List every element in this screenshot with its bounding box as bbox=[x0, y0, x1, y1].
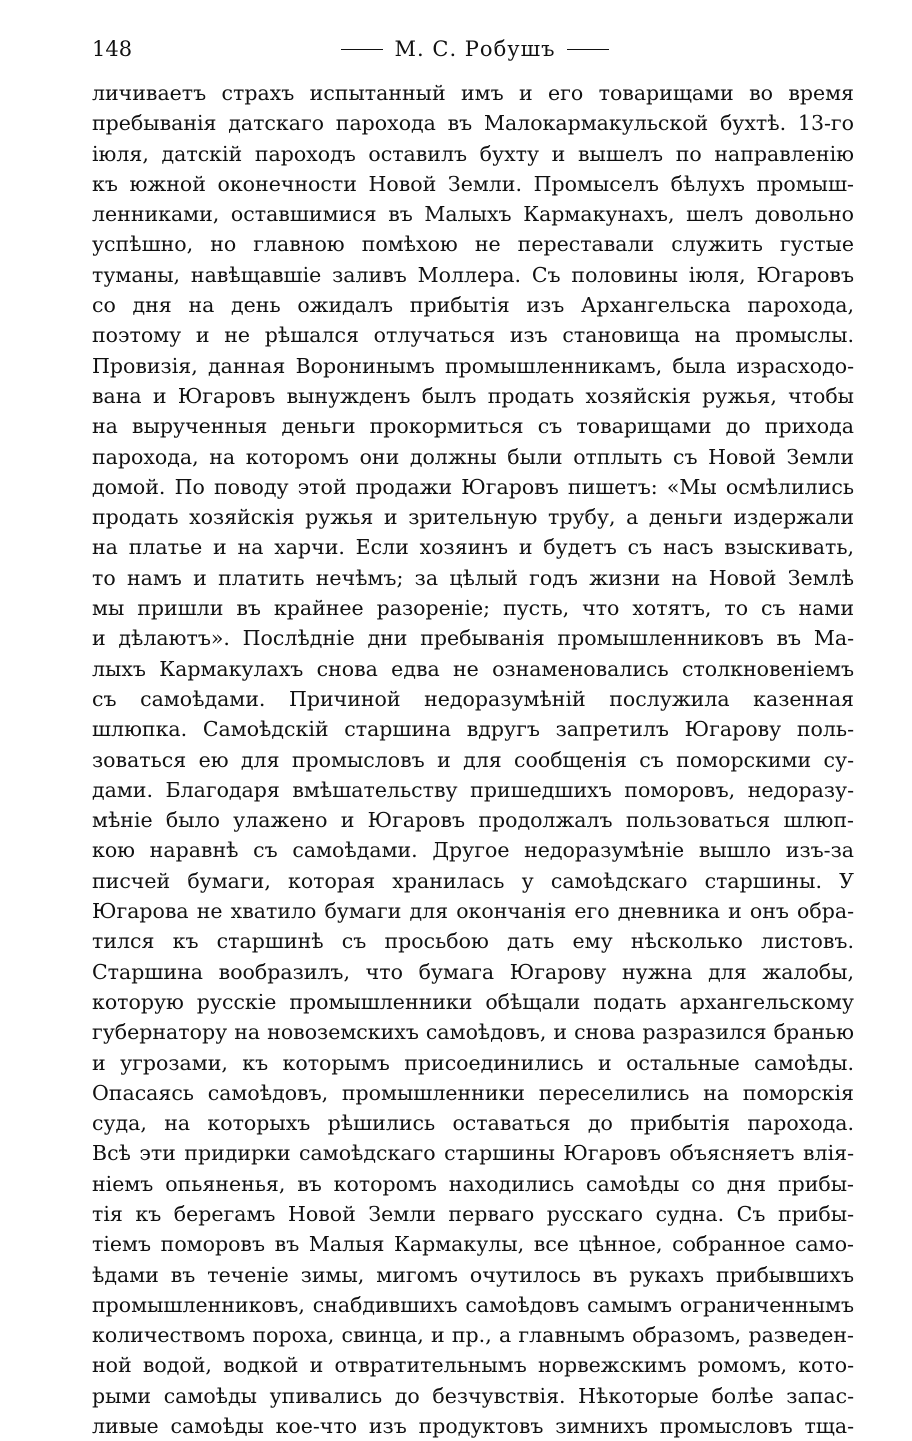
text-line: ленниками, оставшимися въ Малыхъ Кармакунахъ, шелъ довольно bbox=[92, 202, 854, 227]
text-line: ѣдами въ теченіе зимы, мигомъ очутилось въ рукахъ прибывшихъ bbox=[92, 1262, 854, 1287]
text-line: пребыванія датскаго парохода въ Малокармакульской бухтѣ. 13-го bbox=[92, 111, 854, 136]
text-line: шлюпка. Самоѣдскій старшина вдругъ запретилъ Югарову поль- bbox=[92, 717, 854, 742]
text-line: тился къ старшинѣ съ просьбою дать ему нѣсколько листовъ. bbox=[92, 929, 854, 954]
text-line: Опасаясь самоѣдовъ, промышленники переселились на поморскія bbox=[92, 1080, 854, 1105]
text-line: іюля, датскій пароходъ оставилъ бухту и вышелъ по направленію bbox=[92, 141, 854, 166]
text-line: лыхъ Кармакулахъ снова едва не ознаменовались столкновеніемъ bbox=[92, 656, 854, 681]
text-line: Провизія, данная Воронинымъ промышленникамъ, была израсходо- bbox=[92, 353, 854, 378]
text-line: губернатору на новоземскихъ самоѣдовъ, и снова разразился бранью bbox=[92, 1020, 854, 1045]
text-line: поэтому и не рѣшался отлучаться изъ становища на промыслы. bbox=[92, 323, 854, 348]
text-line: тія къ берегамъ Новой Земли перваго русскаго судна. Съ прибы- bbox=[92, 1201, 854, 1226]
text-line: на вырученныя деньги прокормиться съ товарищами до прихода bbox=[92, 414, 854, 439]
text-line: и дѣлаютъ». Послѣдніе дни пребыванія промышленниковъ въ Ма- bbox=[92, 626, 854, 651]
text-line: съ самоѣдами. Причиной недоразумѣній послужила казенная bbox=[92, 686, 854, 711]
body-text bbox=[92, 78, 854, 1441]
running-head bbox=[330, 36, 620, 62]
text-line: мѣніе было улажено и Югаровъ продолжалъ пользоваться шлюп- bbox=[92, 808, 854, 833]
text-line: успѣшно, но главною помѣхою не переставали служить густые bbox=[92, 232, 854, 257]
text-line: суда, на которыхъ рѣшились оставаться до прибытія парохода. bbox=[92, 1111, 854, 1136]
running-head-rule-right bbox=[567, 49, 609, 50]
text-line: ливые самоѣды кое-что изъ продуктовъ зимнихъ промысловъ тща- bbox=[92, 1414, 854, 1439]
text-line: на платье и на харчи. Если хозяинъ и будетъ съ насъ взыскивать, bbox=[92, 535, 854, 560]
running-head-title: М. С. Робушъ bbox=[394, 37, 556, 61]
text-line: количествомъ пороха, свинца, и пр., а главнымъ образомъ, разведен- bbox=[92, 1323, 854, 1348]
text-line: къ южной оконечности Новой Земли. Промыселъ бѣлухъ промыш- bbox=[92, 171, 854, 196]
text-line: промышленниковъ, снабдившихъ самоѣдовъ самымъ ограниченнымъ bbox=[92, 1292, 854, 1317]
text-line: домой. По поводу этой продажи Югаровъ пишетъ: «Мы осмѣлились bbox=[92, 474, 854, 499]
text-line: вана и Югаровъ вынужденъ былъ продать хозяйскія ружья, чтобы bbox=[92, 383, 854, 408]
text-line: которую русскіе промышленники обѣщали подать архангельскому bbox=[92, 989, 854, 1014]
text-line: Всѣ эти придирки самоѣдскаго старшины Югаровъ объясняетъ влія- bbox=[92, 1141, 854, 1166]
text-line: рыми самоѣды упивались до безчувствія. Нѣкоторые болѣе запас- bbox=[92, 1383, 854, 1408]
text-line: тіемъ поморовъ въ Малыя Кармакулы, все цѣнное, собранное само- bbox=[92, 1232, 854, 1257]
text-line: Старшина вообразилъ, что бумага Югарову нужна для жалобы, bbox=[92, 959, 854, 984]
text-line: ной водой, водкой и отвратительнымъ норвежскимъ ромомъ, кото- bbox=[92, 1353, 854, 1378]
text-line: туманы, навѣщавшіе заливъ Моллера. Съ половины іюля, Югаровъ bbox=[92, 262, 854, 287]
text-line: личиваетъ страхъ испытанный имъ и его товарищами во время bbox=[92, 81, 854, 105]
running-head-rule-left bbox=[341, 49, 383, 50]
text-line: то намъ и платить нечѣмъ; за цѣлый годъ жизни на Новой Землѣ bbox=[92, 565, 854, 590]
page-number: 148 bbox=[92, 37, 133, 61]
text-line: ніемъ опьяненья, въ которомъ находились самоѣды со дня прибы- bbox=[92, 1171, 854, 1196]
text-line: парохода, на которомъ они должны были отплыть съ Новой Земли bbox=[92, 444, 854, 469]
text-line: мы пришли въ крайнее разореніе; пусть, что хотятъ, то съ нами bbox=[92, 596, 854, 621]
text-line: Югарова не хватило бумаги для окончанія его дневника и онъ обра- bbox=[92, 899, 854, 924]
text-line: и угрозами, къ которымъ присоединились и остальные самоѣды. bbox=[92, 1050, 854, 1075]
text-line: продать хозяйскія ружья и зрительную трубу, а деньги издержали bbox=[92, 505, 854, 530]
text-line: писчей бумаги, которая хранилась у самоѣдскаго старшины. У bbox=[92, 868, 854, 893]
text-line: зоваться ею для промысловъ и для сообщенія съ поморскими су- bbox=[92, 747, 854, 772]
text-line: дами. Благодаря вмѣшательству пришедшихъ поморовъ, недоразу- bbox=[92, 777, 854, 802]
text-line: со дня на день ожидалъ прибытія изъ Архангельска парохода, bbox=[92, 293, 854, 318]
text-line: кою наравнѣ съ самоѣдами. Другое недоразумѣніе вышло изъ-за bbox=[92, 838, 854, 863]
